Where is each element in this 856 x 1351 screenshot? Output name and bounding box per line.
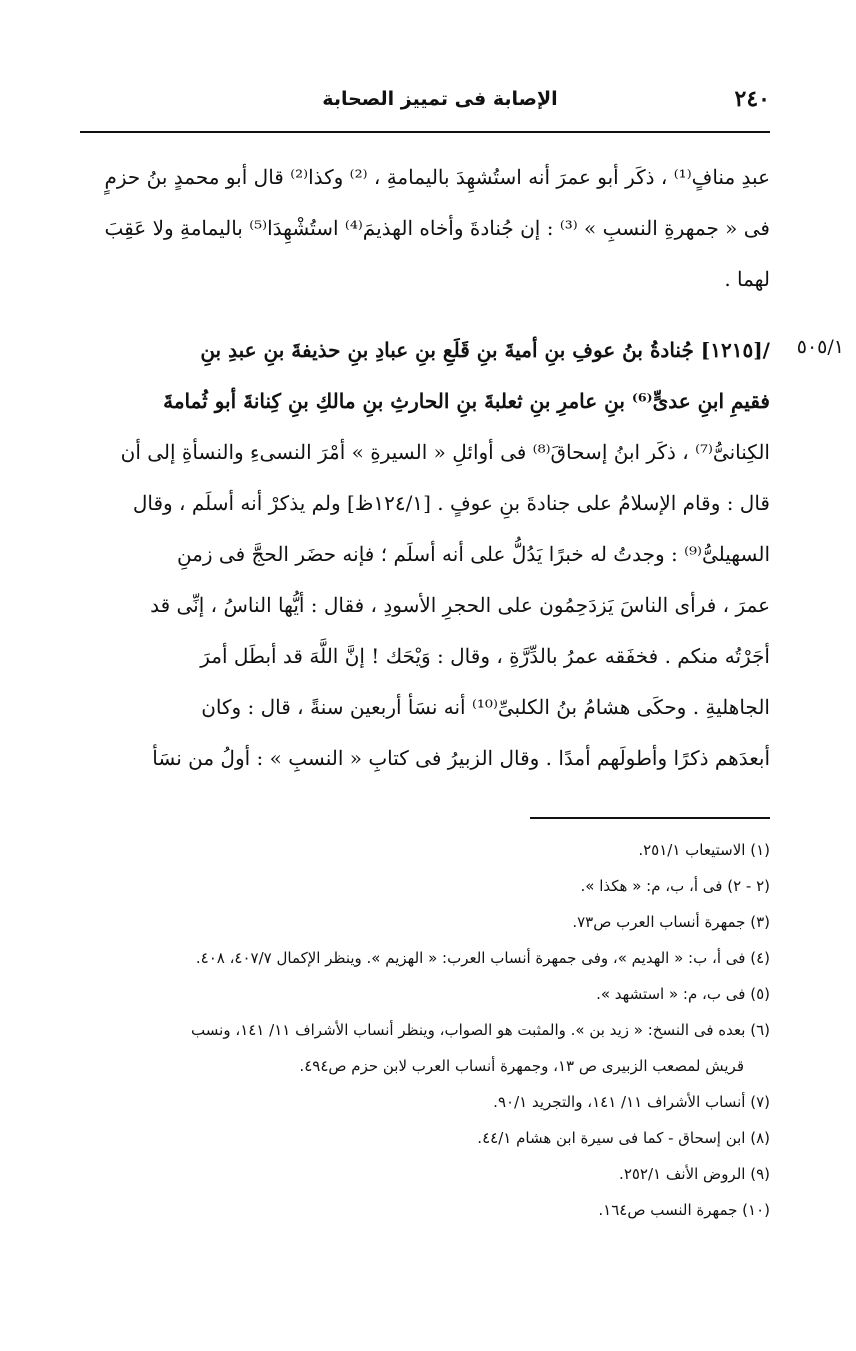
- text-line: أبعدَهم ذكرًا وأطولَهم أمدًا . وقال الزبيرُ فى كتابِ « النسبِ » : أولُ من نسَأ: [152, 746, 770, 770]
- header-rule: [80, 131, 770, 133]
- footnote: (١٠) جمهرة النسب ص١٦٤.: [598, 1201, 770, 1219]
- footnote-separator: [530, 817, 770, 819]
- entry-heading-line: فقيمِ ابنِ عدىٍّ⁽⁶⁾ بنِ عامرِ بنِ ثعلبةَ بنِ الحارثِ بنِ مالكِ بنِ كِنانةَ أبو ثُمامةَ: [163, 389, 770, 413]
- running-title: الإصابة فى تمييز الصحابة: [322, 88, 558, 110]
- footnote-continuation: قريش لمصعب الزبيرى ص ١٣، وجمهرة أنساب العرب لابن حزم ص٤٩٤.: [299, 1057, 744, 1075]
- text-line: لهما .: [724, 267, 770, 291]
- text-line: قال : وقام الإسلامُ على جنادةَ بنِ عوفٍ . [١٢٤/١ظ] ولم يذكرْ أنه أسلَم ، وقال: [132, 491, 770, 515]
- text-line: أجَرْتُه منكم . فخفَقه عمرُ بالدِّرَّةِ ، وقال : وَيْحَك ! إنَّ اللَّهَ قد أبطَل أمرَ: [200, 644, 770, 668]
- footnote: (٧) أنساب الأشراف ١١/ ١٤١، والتجريد ٩٠/١.: [493, 1093, 770, 1111]
- footnote: (٤) فى أ، ب: « الهديم »، وفى جمهرة أنساب العرب: « الهزيم ». وينظر الإكمال ٤٠٧/٧، ٤٠٨.: [195, 949, 770, 967]
- footnote: (٥) فى ب، م: « استشهد ».: [596, 985, 770, 1003]
- footnote: (٣) جمهرة أنساب العرب ص٧٣.: [572, 913, 770, 931]
- text-line: الكِنانىُّ⁽⁷⁾ ، ذكَر ابنُ إسحاقَ⁽⁸⁾ فى أوائلِ « السيرةِ » أمْرَ النسىءِ والنسأةِ إلى أن: [120, 440, 770, 464]
- text-line: عبدِ منافٍ⁽¹⁾ ، ذكَر أبو عمرَ أنه استُشهِدَ باليمامةِ ، ⁽²⁾ وكذا⁽²⁾ قال أبو محمدٍ بنُ حزمٍ: [104, 165, 770, 189]
- entry-heading-line: /[١٢١٥] جُنادةُ بنُ عوفِ بنِ أميةَ بنِ قَلَعِ بنِ عبادِ بنِ حذيفةَ بنِ عبدِ بنِ: [200, 338, 770, 362]
- main-text: [80, 152, 770, 784]
- footnotes: [80, 832, 770, 1228]
- text-line: فى « جمهرةِ النسبِ » ⁽³⁾ : إن جُنادةَ وأخاه الهذيمَ⁽⁴⁾ استُشْهِدَا⁽⁵⁾ باليمامةِ ولا عَقِبَ: [104, 216, 770, 240]
- footnote: (٦) بعده فى النسخ: « زيد بن ». والمثبت هو الصواب، وينظر أنساب الأشراف ١١/ ١٤١، ونسب: [191, 1021, 770, 1039]
- footnote: (١) الاستيعاب ٢٥١/١.: [638, 841, 770, 859]
- footnote: (٩) الروض الأنف ٢٥٢/١.: [619, 1165, 770, 1183]
- text-line: السهيلىُّ⁽⁹⁾ : وجدتُ له خبرًا يَدُلُّ على أنه أسلَم ؛ فإنه حضَر الحجَّ فى زمنِ: [176, 542, 770, 566]
- footnote: (٢ - ٢) فى أ، ب، م: « هكذا ».: [580, 877, 770, 895]
- page-header: [80, 82, 770, 122]
- text-line: الجاهليةِ . وحكَى هشامُ بنُ الكلبىِّ⁽¹⁰⁾ أنه نسَأ أربعين سنةً ، قال : وكان: [201, 695, 770, 719]
- footnote: (٨) ابن إسحاق - كما فى سيرة ابن هشام ٤٤/١.: [477, 1129, 770, 1147]
- margin-reference: ٥٠٥/١: [796, 336, 844, 358]
- page-number: ٢٤٠: [734, 86, 770, 112]
- text-line: عمرَ ، فرأى الناسَ يَزدَحِمُون على الحجرِ الأسودِ ، فقال : أيُّها الناسُ ، إنِّى قد: [150, 593, 770, 617]
